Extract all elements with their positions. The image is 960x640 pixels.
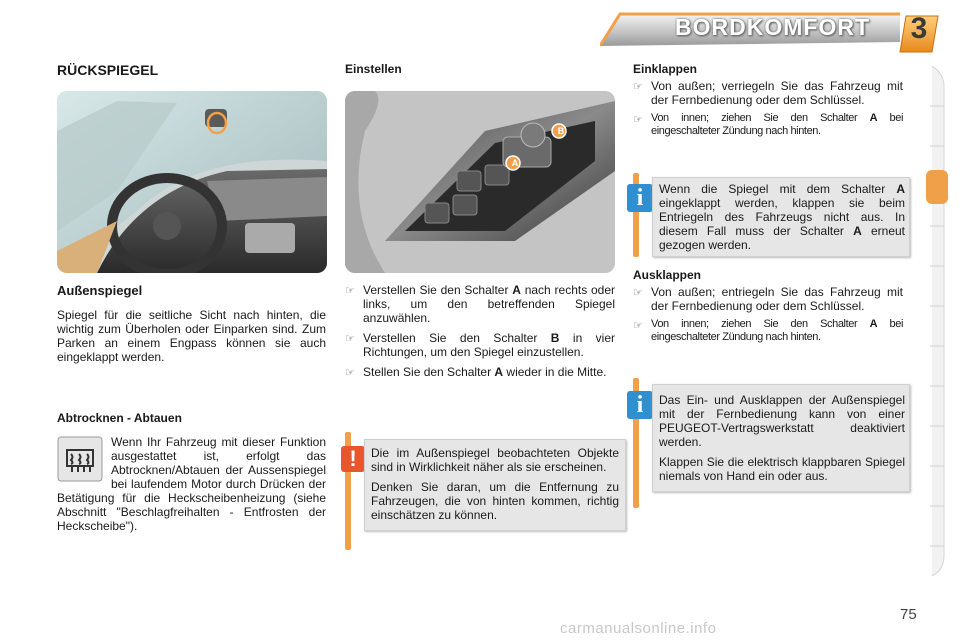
einstellen-bullet-1: ☞ Verstellen Sie den Schalter A nach rechts oder links, um den betreffenden Spiegel anzuwählen. [345,283,616,325]
einklappen-heading: Einklappen [633,62,698,76]
info-icon: i [627,184,653,212]
section-title: RÜCKSPIEGEL [57,62,159,78]
page-number: 75 [900,606,917,623]
warning-text-2: Denken Sie daran, um die Entfernung zu Fahrzeugen, die von hinten kommen, richtig einschätzen zu können. [371,480,619,522]
abtrocknen-text: Wenn Ihr Fahrzeug mit dieser Funktion ausgestattet ist, erfolgt das Abtrocknen/Abtauen der Aussenspiegel bei laufendem Motor durch Drücken der Betätigung für die Heckscheibenheizung (siehe Abschnitt "Beschlagfreihalten - Entfrosten der Heckscheibe"). [57,435,326,533]
warning-text-1: Die im Außenspiegel beobachteten Objekte sind in Wirklichkeit näher als sie erscheinen. [371,446,619,474]
einklappen-bullet-2: ☞ Von innen; ziehen Sie den Schalter A bei eingeschalteter Zündung nach hinten. [633,112,903,137]
einstellen-bullet-3: ☞ Stellen Sie den Schalter A wieder in die Mitte. [345,365,607,379]
einstellen-bullets [345,283,615,380]
einklappen-bullet-1: ☞ Von außen; verriegeln Sie das Fahrzeug mit der Fernbedienung oder dem Schlüssel. [633,79,903,107]
info-text-2: Klappen Sie die elektrisch klappbaren Spiegel niemals von Hand ein oder aus. [659,455,905,483]
chapter-number: 3 [910,12,928,45]
einstellen-bullet-2: ☞ Verstellen Sie den Schalter B in vier Richtungen, um den Spiegel einzustellen. [345,331,615,359]
bullet-marker: ☞ [633,287,643,299]
bullet-marker: ☞ [345,367,355,379]
warning-icon: ! [341,446,365,472]
photo-label-b: B [557,126,565,136]
info-box-2 [652,384,910,492]
info-box-1: Wenn die Spiegel mit dem Schalter A eingeklappt werden, klappen sie beim Entriegeln des Fahrzeugs nicht aus. In diesem Fall muss der Schalter A erneut gezogen werden. [652,177,910,257]
chapter-tabs[interactable] [926,66,948,576]
bullet-marker: ☞ [345,333,355,345]
bullet-marker: ☞ [633,81,643,93]
info-icon: i [627,391,653,419]
info-text-1: Das Ein- und Ausklappen der Außenspiegel mit der Fernbedienung kann von einer PEUGEOT-Vertragswerkstatt deaktiviert werden. [659,393,905,449]
einklappen-bullets [633,79,903,138]
photo-label-a: A [511,158,519,168]
aussenspiegel-heading: Außenspiegel [57,283,143,298]
ausklappen-bullets [633,285,903,344]
interior-photo [57,91,327,273]
bullet-marker: ☞ [633,320,643,332]
abtrocknen-heading: Abtrocknen - Abtauen [57,411,182,425]
watermark: carmanualsonline.info [560,620,717,637]
aussenspiegel-text: Spiegel für die seitliche Sicht nach hinten, die wichtig zum Überholen oder Einparken sind. Zum Parken an einem Engpass können sie auch eingeklappt werden. [57,308,326,364]
einstellen-heading: Einstellen [345,62,402,76]
ausklappen-bullet-1: ☞ Von außen; entriegeln Sie das Fahrzeug mit der Fernbedienung oder dem Schlüssel. [633,285,903,313]
page-header-title: BORDKOMFORT [675,14,870,40]
ausklappen-heading: Ausklappen [633,268,702,282]
bullet-marker: ☞ [345,285,355,297]
mirror-switch-photo [345,91,615,273]
warning-box [364,439,626,531]
ausklappen-bullet-2: ☞ Von innen; ziehen Sie den Schalter A bei eingeschalteter Zündung nach hinten. [633,318,903,343]
bullet-marker: ☞ [633,114,643,126]
